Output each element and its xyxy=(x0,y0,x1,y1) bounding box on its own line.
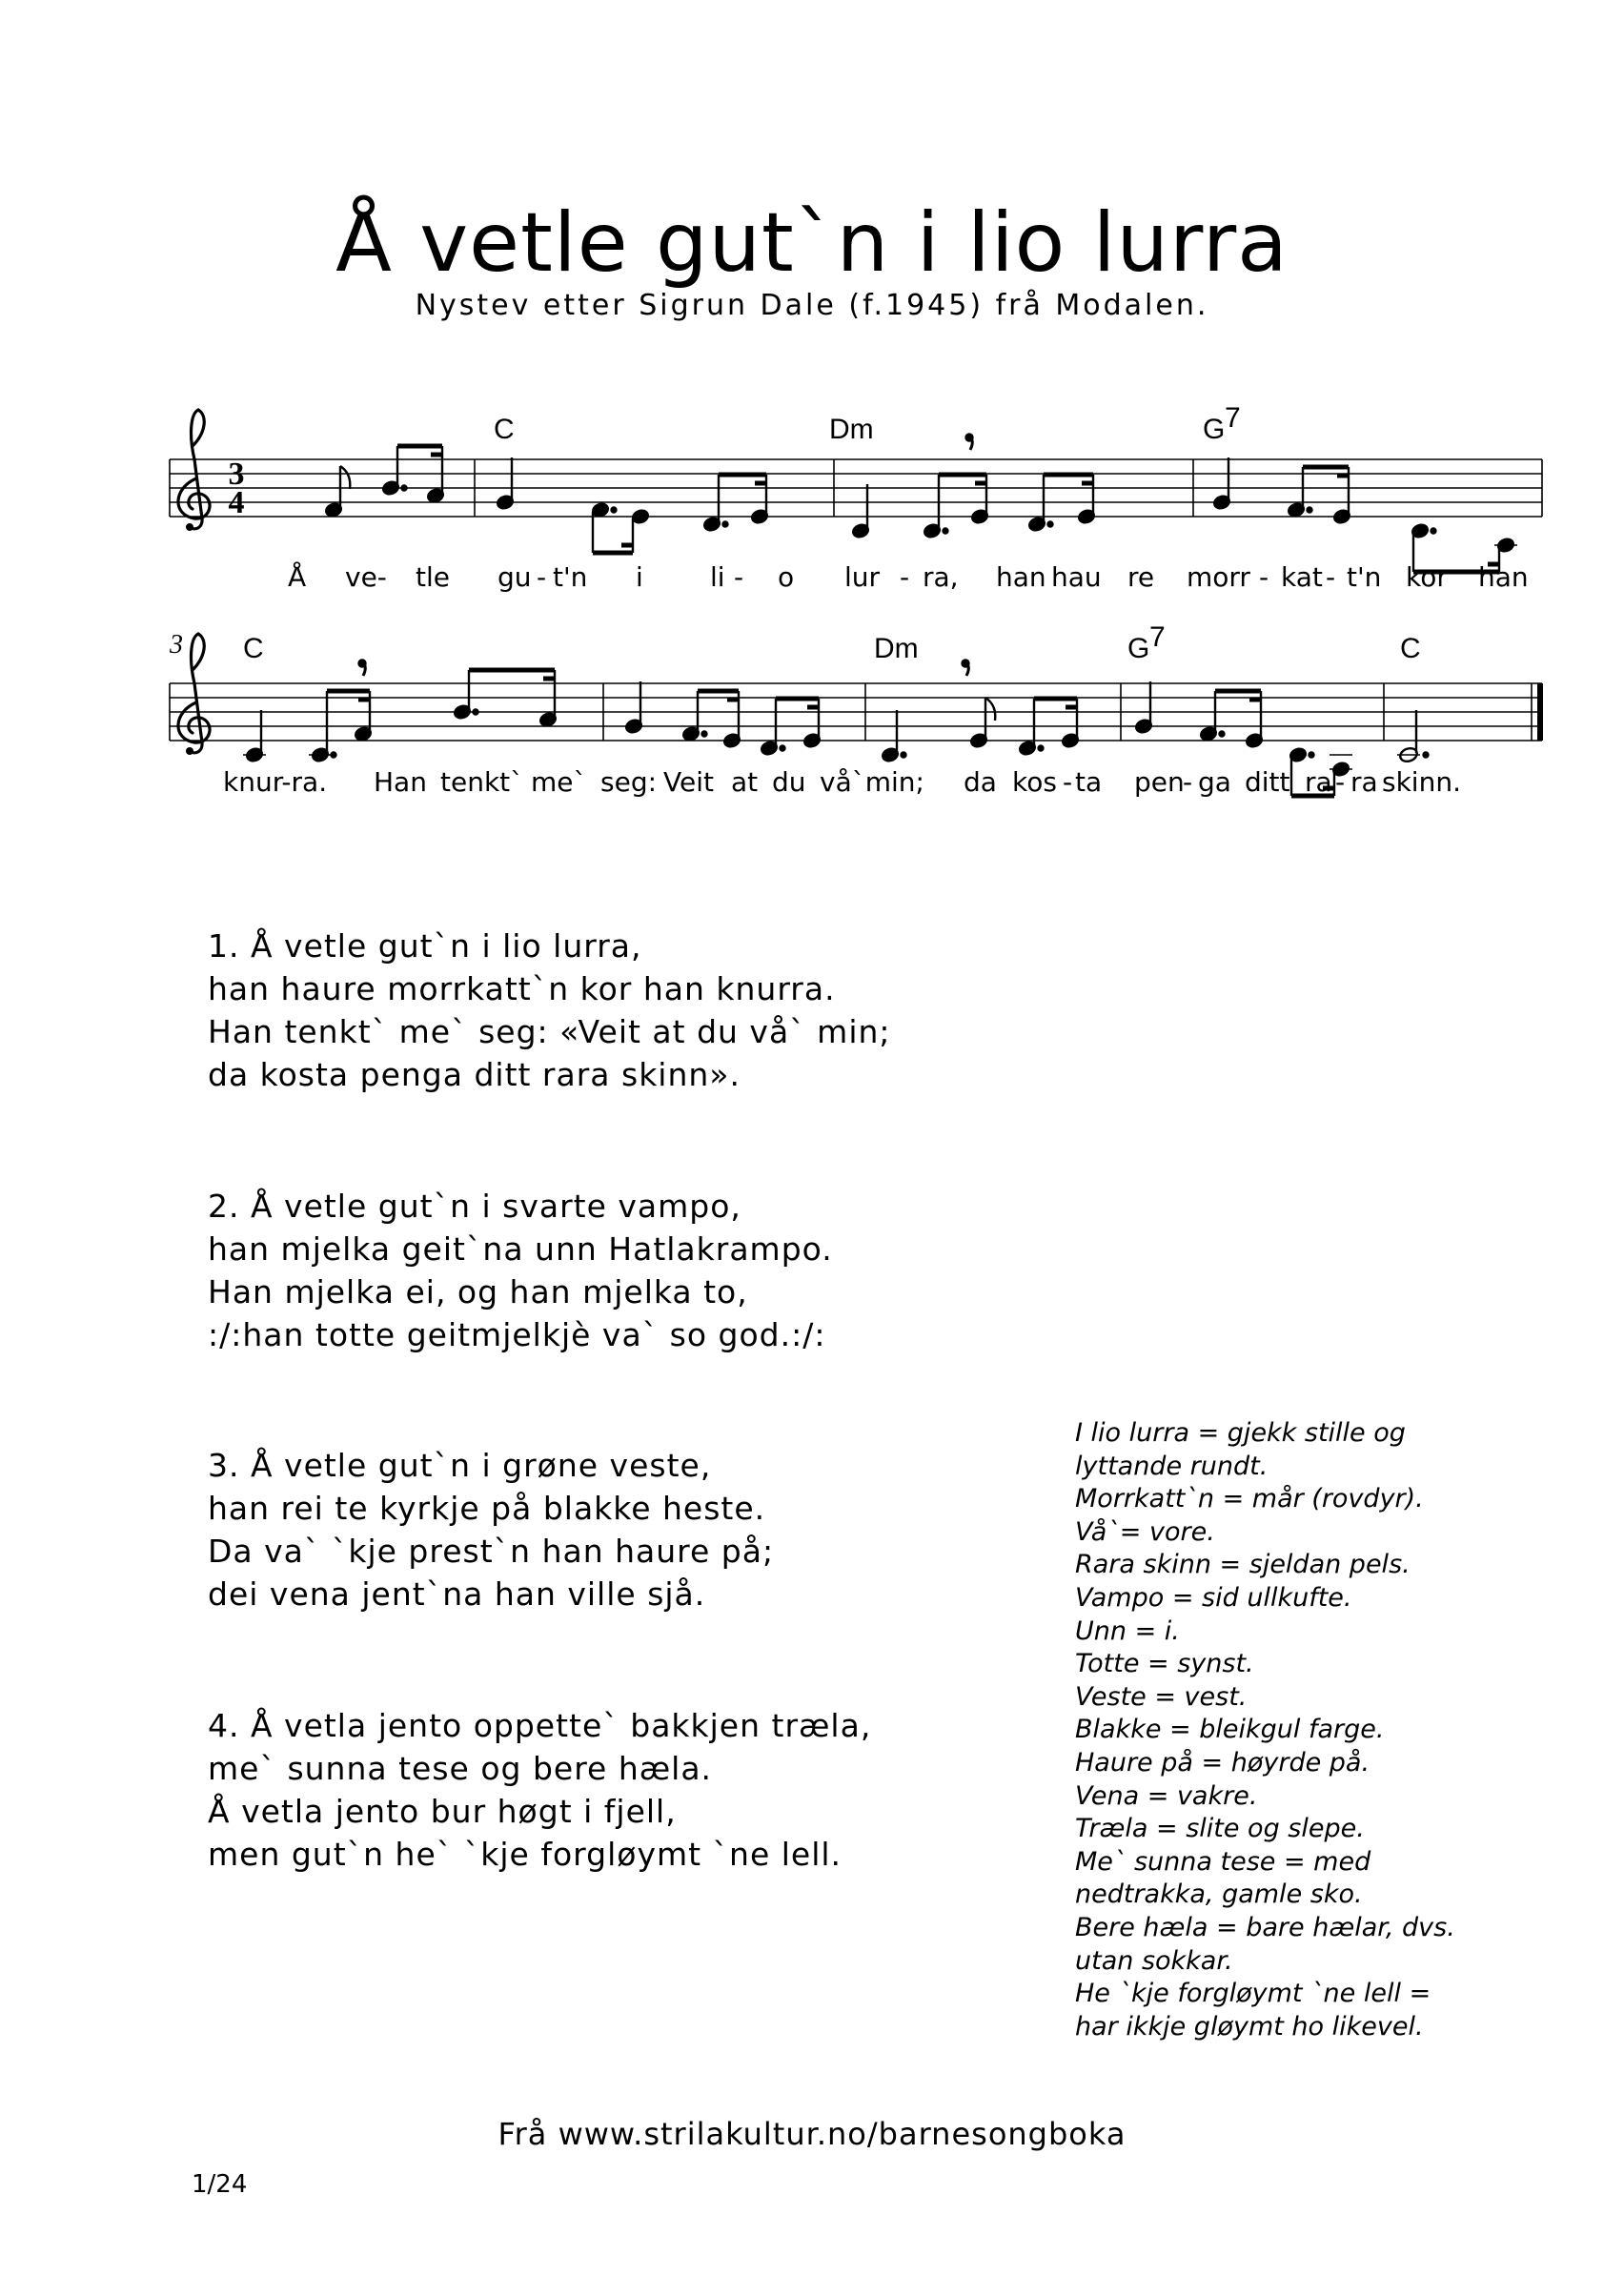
staff-system-1 xyxy=(170,402,1542,593)
lyric-syllable: vå`min; xyxy=(820,766,924,798)
glossary-line: I lio lurra = gjekk stille og xyxy=(1075,1418,1406,1448)
lyric-syllable: Å xyxy=(288,561,307,593)
time-signature-top: 3 xyxy=(228,457,245,492)
lyric-syllable: - xyxy=(1259,561,1269,593)
glossary-line: utan sokkar. xyxy=(1075,1945,1233,1976)
chord-symbol: G xyxy=(1203,414,1226,445)
lyric-syllable: t'n xyxy=(553,561,588,593)
staff-system-2 xyxy=(169,621,1542,798)
glossary-line: Veste = vest. xyxy=(1075,1681,1248,1712)
verse-line: da kosta penga ditt rara skinn». xyxy=(208,1056,741,1093)
verse-3 xyxy=(208,1444,774,1615)
lyric-syllable: at xyxy=(731,766,759,798)
time-signature-bottom: 4 xyxy=(228,485,245,520)
verse-line: Han tenkt` me` seg: «Veit at du vå` min; xyxy=(208,1013,891,1050)
lyric-syllable: o xyxy=(778,561,795,593)
lyric-syllable: skinn. xyxy=(1382,766,1461,798)
glossary-line: Vena = vakre. xyxy=(1075,1780,1258,1811)
sheet-music xyxy=(0,0,1624,820)
song-title: Å vetle gut`n i lio lurra xyxy=(335,195,1289,291)
lyric-syllable: ve- xyxy=(345,561,387,593)
lyric-syllable: kor xyxy=(1406,561,1448,593)
source-footer: Frå www.strilakultur.no/barnesongboka xyxy=(497,2116,1127,2152)
lyric-syllable: me` xyxy=(531,766,587,798)
song-subtitle: Nystev etter Sigrun Dale (f.1945) frå Modalen. xyxy=(415,289,1209,322)
lyric-syllable: t'n xyxy=(1347,561,1382,593)
glossary-line: nedtrakka, gamle sko. xyxy=(1075,1879,1363,1910)
glossary-line: Blakke = bleikgul farge. xyxy=(1075,1715,1385,1745)
chord-symbol: C xyxy=(1400,633,1421,664)
verse-line: han rei te kyrkje på blakke heste. xyxy=(208,1490,766,1527)
lyric-syllable: knur-ra. xyxy=(223,766,328,798)
lyric-syllable: - xyxy=(537,561,547,593)
chord-symbol: C xyxy=(243,633,264,664)
chord-symbol: G xyxy=(1127,633,1150,664)
lyric-syllable: ra, xyxy=(923,561,959,593)
lyric-syllable: ga xyxy=(1198,766,1231,798)
lyric-syllable: ta xyxy=(1075,766,1103,798)
glossary-line: Vå`= vore. xyxy=(1075,1516,1215,1547)
verse-line: Han mjelka ei, og han mjelka to, xyxy=(208,1273,748,1311)
verse-2 xyxy=(208,1185,833,1356)
verse-line: :/:han totte geitmjelkjè va` so god.:/: xyxy=(208,1316,826,1353)
lyric-syllable: ra xyxy=(1305,766,1332,798)
lyric-syllable: i xyxy=(636,561,643,593)
glossary-line: He `kje forgløymt `ne lell = xyxy=(1075,1979,1431,2009)
lyric-syllable: kos xyxy=(1012,766,1057,798)
glossary-line: lyttande rundt. xyxy=(1075,1451,1269,1481)
glossary-line: Totte = synst. xyxy=(1075,1649,1254,1679)
lyrics-system-2 xyxy=(223,766,1461,798)
verse-line: Da va` `kje prest`n han haure på; xyxy=(208,1533,775,1570)
glossary-line: Haure på = høyrde på. xyxy=(1075,1747,1370,1778)
verse-line: han haure morrkatt`n kor han knurra. xyxy=(208,970,836,1007)
lyric-syllable: li xyxy=(710,561,725,593)
lyrics-system-1 xyxy=(288,560,1529,593)
lyric-syllable: lur xyxy=(844,561,881,593)
lyric-syllable: tenkt` xyxy=(440,766,524,798)
verse-line: me` sunna tese og bere hæla. xyxy=(208,1750,713,1787)
glossary-line: Morrkatt`n = mår (rovdyr). xyxy=(1075,1484,1424,1514)
lyric-syllable: - xyxy=(1335,766,1346,798)
lyric-syllable: morr xyxy=(1187,561,1250,593)
lyric-syllable: ra xyxy=(1350,766,1378,798)
measure-number: 3 xyxy=(170,630,183,660)
lyric-syllable: - xyxy=(1326,561,1336,593)
lyric-syllable: da xyxy=(964,766,997,798)
lyric-syllable: pen xyxy=(1134,766,1185,798)
glossary-line: har ikkje gløymt ho likevel. xyxy=(1075,2011,1424,2042)
glossary-notes xyxy=(1075,1417,1513,2043)
verse-line: dei vena jent`na han ville sjå. xyxy=(208,1575,706,1613)
verse-line: 2. Å vetle gut`n i svarte vampo, xyxy=(208,1188,741,1225)
verse-line: men gut`n he` `kje forgløymt `ne lell. xyxy=(208,1836,842,1873)
glossary-line: Bere hæla = bare hælar, dvs. xyxy=(1075,1912,1455,1942)
lyric-syllable: gu xyxy=(497,561,532,593)
verse-line: han mjelka geit`na unn Hatlakrampo. xyxy=(208,1230,833,1268)
lyric-syllable: - xyxy=(1183,766,1193,798)
lyric-syllable: tle xyxy=(416,561,450,593)
lyric-syllable: han xyxy=(1478,561,1529,593)
glossary-line: Træla = slite og slepe. xyxy=(1075,1814,1365,1844)
lyric-syllable: ditt xyxy=(1245,766,1290,798)
glossary-line: Rara skinn = sjeldan pels. xyxy=(1075,1550,1411,1580)
lyric-syllable: - xyxy=(1063,766,1073,798)
chord-symbol: Dm xyxy=(874,633,919,664)
lyric-syllable: seg: xyxy=(600,766,658,798)
lyric-syllable: - xyxy=(734,561,744,593)
lyric-syllable: han xyxy=(996,561,1046,593)
chord-superscript: 7 xyxy=(1149,621,1166,653)
verse-1 xyxy=(208,924,891,1096)
verse-line: 4. Å vetla jento oppette` bakkjen træla, xyxy=(208,1707,872,1744)
lyric-syllable: re xyxy=(1127,561,1155,593)
verse-4 xyxy=(208,1704,871,1876)
lyric-syllable: Veit xyxy=(663,766,714,798)
verse-line: Å vetla jento bur høgt i fjell, xyxy=(208,1793,677,1830)
chord-symbol: C xyxy=(494,414,515,445)
glossary-line: Vampo = sid ullkufte. xyxy=(1075,1582,1352,1613)
lyric-syllable: Han xyxy=(374,766,427,798)
lyric-syllable: kat xyxy=(1281,561,1323,593)
page-number: 1/24 xyxy=(192,2170,248,2199)
lyric-syllable: - xyxy=(900,561,910,593)
chord-superscript: 7 xyxy=(1225,402,1241,434)
lyric-syllable: hau xyxy=(1051,561,1102,593)
lyric-syllable: du xyxy=(772,766,806,798)
treble-clef-icon xyxy=(178,410,210,531)
verse-line: 3. Å vetle gut`n i grøne veste, xyxy=(208,1447,712,1484)
verse-line: 1. Å vetle gut`n i lio lurra, xyxy=(208,927,642,965)
glossary-line: Me` sunna tese = med xyxy=(1075,1846,1371,1877)
chord-symbol: Dm xyxy=(829,414,874,445)
glossary-line: Unn = i. xyxy=(1075,1615,1180,1646)
